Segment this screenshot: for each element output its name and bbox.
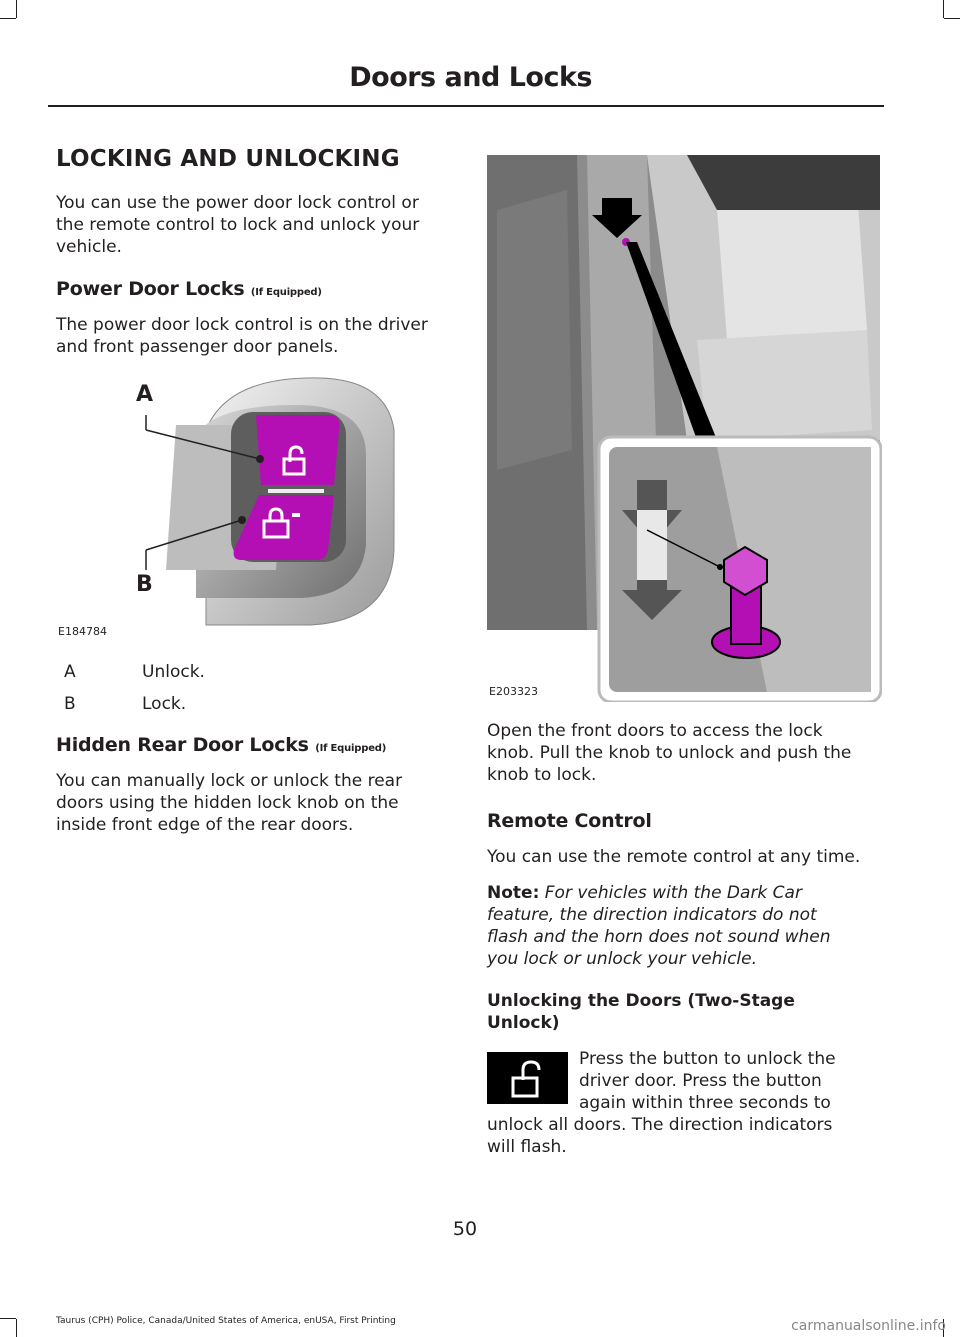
two-stage-unlock-text: Press the button to unlock the driver door. Press the button again within three seconds to unlock all doors. The direction indicators will flash. xyxy=(487,1049,836,1157)
footer-line: Taurus (CPH) Police, Canada/United States of America, enUSA, First Printing xyxy=(56,1316,396,1326)
crop-mark xyxy=(16,1319,17,1337)
header-rule xyxy=(48,105,884,107)
hidden-locks-tag: (If Equipped) xyxy=(315,743,387,754)
power-locks-paragraph: The power door lock control is on the driver and front passenger door panels. xyxy=(56,315,428,357)
crop-mark xyxy=(16,0,17,18)
figure-code: E203323 xyxy=(489,685,538,698)
door-lock-switch-illustration xyxy=(56,370,451,645)
access-knob-paragraph: Open the front doors to access the lock knob. Pull the knob to unlock and push the knob to lock. xyxy=(487,721,852,785)
two-stage-unlock-heading: Unlocking the Doors (Two-Stage Unlock) xyxy=(487,991,795,1033)
hidden-locks-heading xyxy=(56,734,451,756)
section-title: LOCKING AND UNLOCKING xyxy=(56,146,400,172)
callout-label-a: A xyxy=(136,382,154,407)
note-paragraph xyxy=(487,882,862,970)
hidden-locks-title: Hidden Rear Door Locks xyxy=(56,734,309,756)
legend-row xyxy=(56,662,451,682)
legend-row xyxy=(56,694,451,714)
legend-text: Lock. xyxy=(142,694,187,714)
crop-mark xyxy=(944,18,960,19)
crop-mark xyxy=(943,0,944,18)
page-number: 50 xyxy=(452,1218,478,1240)
note-label: Note: xyxy=(487,883,540,903)
note-text: For vehicles with the Dark Car feature, the direction indicators do not flash and the horn does not sound when you lock or unlock your vehicle. xyxy=(487,883,831,969)
callout-label-b: B xyxy=(136,572,153,597)
rear-door-illustration xyxy=(487,150,882,702)
power-locks-heading xyxy=(56,278,451,300)
hidden-locks-paragraph: You can manually lock or unlock the rear doors using the hidden lock knob on the inside front edge of the rear doors. xyxy=(56,771,403,835)
legend-key: A xyxy=(64,662,76,682)
intro-paragraph: You can use the power door lock control or the remote control to lock and unlock your vehicle. xyxy=(56,193,420,257)
rear-door-figure xyxy=(487,150,882,702)
crop-mark xyxy=(0,18,16,19)
legend-key: B xyxy=(64,694,76,714)
door-lock-switch-figure xyxy=(56,370,451,645)
figure-code: E184784 xyxy=(58,625,107,638)
legend-text: Unlock. xyxy=(142,662,205,682)
power-locks-tag: (If Equipped) xyxy=(250,287,322,298)
watermark: carmanualsonline.info xyxy=(791,1318,946,1334)
remote-control-heading: Remote Control xyxy=(487,810,652,832)
power-locks-title: Power Door Locks xyxy=(56,278,245,300)
crop-mark xyxy=(0,1318,16,1319)
left-column xyxy=(56,146,451,372)
left-column-lower xyxy=(56,662,451,850)
right-column xyxy=(487,720,862,1048)
page-header-title: Doors and Locks xyxy=(349,62,592,93)
remote-control-paragraph: You can use the remote control at any time. xyxy=(487,847,861,867)
two-stage-unlock-paragraph xyxy=(487,1048,862,1158)
